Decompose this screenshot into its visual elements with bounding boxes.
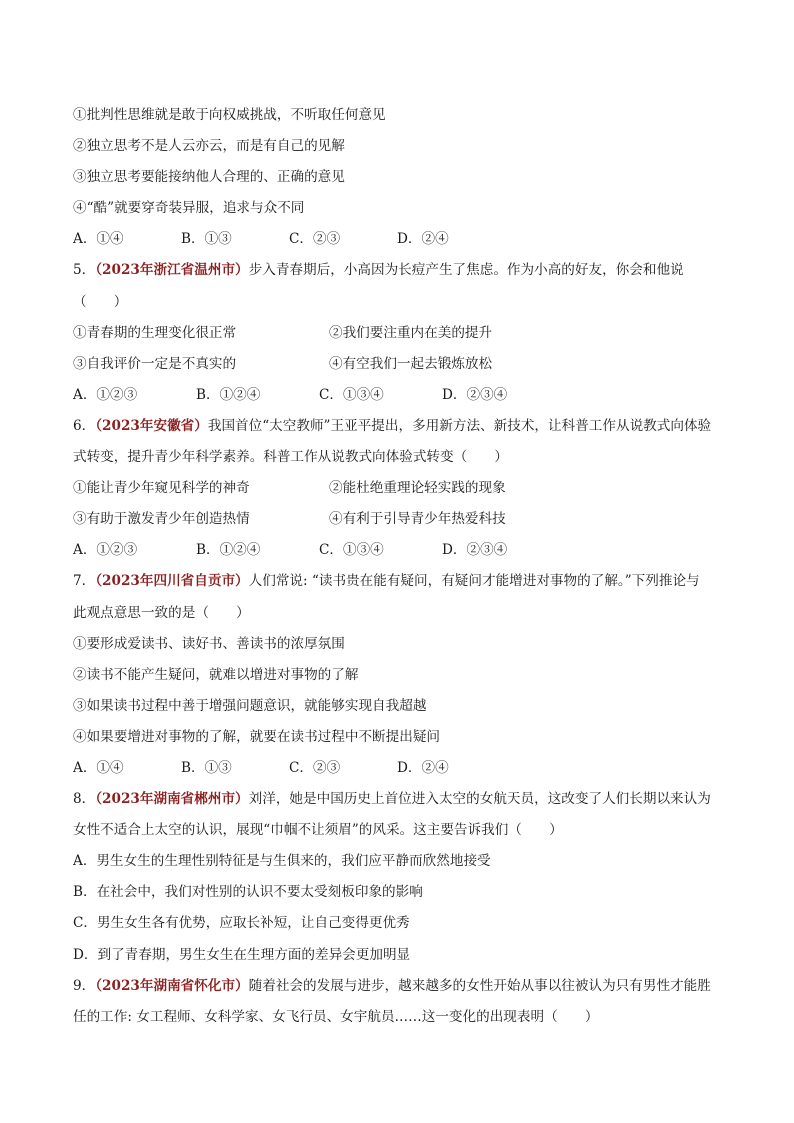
question-5 (73, 255, 734, 410)
choice-d: D．②③④ (442, 542, 508, 559)
question-source: （2023年四川省自贡市） (95, 573, 249, 590)
question-stem (73, 971, 734, 1002)
choice-a: A．①②③ (73, 542, 138, 559)
choice-b: B．在社会中，我们对性别的认识不要太受刻板印象的影响 (73, 884, 423, 901)
question-text: 刘洋，她是中国历史上首位进入太空的女航天员，这改变了人们长期以来认为 (248, 791, 711, 808)
choice-a: A．①④ (73, 231, 124, 248)
option-item: ②独立思考不是人云亦云，而是有自己的见解 (73, 138, 345, 155)
question-7 (73, 566, 734, 784)
question-stem (73, 566, 734, 597)
question-stem (73, 255, 734, 286)
answer-choices (73, 535, 734, 566)
option-item: ②读书不能产生疑问，就难以增进对事物的了解 (73, 666, 359, 683)
question-stem-continued: 此观点意思一致的是（ ） (73, 604, 250, 621)
question-source: （2023年湖南省郴州市） (95, 791, 249, 808)
choice-c: C．②③ (289, 231, 341, 248)
option-item: ①能让青少年窥见科学的神奇 (73, 480, 250, 497)
option-item: ④“酷”就要穿奇装异服，追求与众不同 (73, 200, 305, 217)
question-source: （2023年浙江省温州市） (95, 262, 249, 279)
option-pair (73, 318, 734, 349)
question-8 (73, 784, 734, 971)
option-item: ①要形成爱读书、读好书、善读书的浓厚氛围 (73, 635, 345, 652)
option-item: ④有空我们一起去锻炼放松 (329, 355, 493, 372)
choice-d: D．②③④ (442, 386, 508, 403)
choice-b: B．①③ (181, 231, 232, 248)
question-number: 9． (73, 977, 96, 994)
question-text: 人们常说: “读书贵在能有疑问，有疑问才能增进对事物的了解。”下列推论与 (248, 573, 700, 590)
question-text: 我国首位“太空教师”王亚平提出，多用新方法、新技术，让科普工作从说教式向体验 (207, 417, 712, 434)
choice-c: C．男生女生各有优势，应取长补短，让自己变得更优秀 (73, 915, 410, 932)
question-text: 步入青春期后，小高因为长痘产生了焦虑。作为小高的好友，你会和他说 (248, 262, 684, 279)
option-item: ④如果要增进对事物的了解，就要在读书过程中不断提出疑问 (73, 728, 441, 745)
question-stem (73, 784, 734, 815)
question-number: 5． (73, 262, 96, 279)
choice-b: B．①③ (181, 759, 232, 776)
answer-choices (73, 753, 734, 784)
choice-b: B．①②④ (196, 542, 261, 559)
question-text: 随着社会的发展与进步，越来越多的女性开始从事以往被认为只有男性才能胜 (248, 977, 711, 994)
choice-a: A．男生女生的生理性别特征是与生俱来的，我们应平静而欣然地接受 (73, 853, 491, 870)
choice-c: C．①③④ (319, 386, 384, 403)
question-stem-continued: 女性不适合上太空的认识，展现“巾帼不让须眉”的风采。这主要告诉我们（ ） (73, 822, 563, 839)
question-6 (73, 411, 734, 566)
question-stem-continued: 任的工作: 女工程师、女科学家、女飞行员、女宇航员……这一变化的出现表明（ ） (73, 1008, 599, 1025)
choice-b: B．①②④ (196, 386, 261, 403)
question-9 (73, 971, 734, 1033)
question-4-tail (73, 100, 734, 255)
question-number: 8． (73, 791, 96, 808)
choice-d: D．到了青春期，男生女生在生理方面的差异会更加明显 (73, 946, 411, 963)
choice-d: D．②④ (397, 759, 449, 776)
choice-a: A．①④ (73, 759, 124, 776)
answer-choices (73, 380, 734, 411)
question-source: （2023年安徽省） (95, 417, 208, 434)
question-source: （2023年湖南省怀化市） (95, 977, 249, 994)
option-item: ④有利于引导青少年热爱科技 (329, 511, 506, 528)
option-item: ①批判性思维就是敢于向权威挑战，不听取任何意见 (73, 107, 386, 123)
choice-d: D．②④ (397, 231, 449, 248)
option-item: ②我们要注重内在美的提升 (329, 324, 493, 341)
option-item: ③自我评价一定是不真实的 (73, 355, 237, 372)
question-number: 6． (73, 417, 96, 434)
option-pair (73, 349, 734, 380)
option-item: ①青春期的生理变化很正常 (73, 324, 237, 341)
question-stem (73, 411, 734, 442)
choice-a: A．①②③ (73, 386, 138, 403)
option-pair (73, 504, 734, 535)
question-number: 7． (73, 573, 96, 590)
option-pair (73, 473, 734, 504)
option-item: ③如果读书过程中善于增强问题意识，就能够实现自我超越 (73, 697, 427, 714)
question-stem-continued: （ ） (73, 293, 128, 310)
choice-c: C．①③④ (319, 542, 384, 559)
question-stem-continued: 式转变，提升青少年科学素养。科普工作从说教式向体验式转变（ ） (73, 449, 508, 466)
answer-choices (73, 224, 734, 255)
option-item: ③有助于激发青少年创造热情 (73, 511, 250, 528)
option-item: ③独立思考要能接纳他人合理的、正确的意见 (73, 169, 345, 186)
option-item: ②能杜绝重理论轻实践的现象 (329, 480, 506, 497)
choice-c: C．②③ (289, 759, 341, 776)
